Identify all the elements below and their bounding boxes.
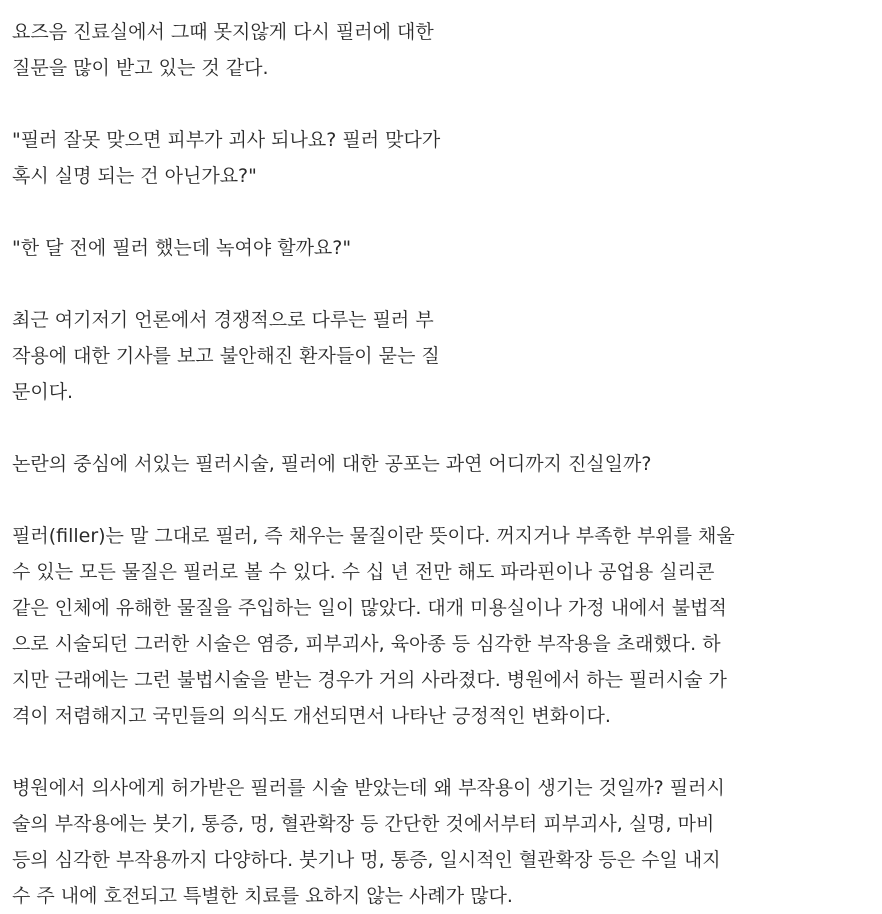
text-line: 질문을 많이 받고 있는 것 같다. — [12, 57, 269, 79]
text-line: 수 있는 모든 물질은 필러로 볼 수 있다. 수 십 년 전만 해도 파라핀이나 공업용 실리콘 — [12, 561, 715, 583]
text-line: "한 달 전에 필러 했는데 녹여야 할까요?" — [12, 237, 352, 259]
text-line: 병원에서 의사에게 허가받은 필러를 시술 받았는데 왜 부작용이 생기는 것일까? 필러시 — [12, 777, 725, 799]
text-line: 으로 시술되던 그러한 시술은 염증, 피부괴사, 육아종 등 심각한 부작용을 초래했다. 하 — [12, 633, 721, 655]
paragraph-side-effects — [12, 770, 872, 914]
paragraph-spacer — [12, 194, 872, 230]
text-line: 작용에 대한 기사를 보고 불안해진 환자들이 묻는 질 — [12, 345, 440, 367]
paragraph-spacer — [12, 410, 872, 446]
text-line: 최근 여기저기 언론에서 경쟁적으로 다루는 필러 부 — [12, 309, 434, 331]
paragraph-recent — [12, 302, 872, 410]
paragraph-spacer — [12, 266, 872, 302]
paragraph-question — [12, 446, 872, 482]
text-line: 필러(filler)는 말 그대로 필러, 즉 채우는 물질이란 뜻이다. 꺼지거나 부족한 부위를 채울 — [12, 525, 735, 547]
text-line: 혹시 실명 되는 건 아닌가요?" — [12, 165, 257, 187]
text-line: 술의 부작용에는 붓기, 통증, 멍, 혈관확장 등 간단한 것에서부터 피부괴사, 실명, 마비 — [12, 813, 715, 835]
paragraph-quote-2 — [12, 230, 872, 266]
paragraph-spacer — [12, 482, 872, 518]
text-line: 지만 근래에는 그런 불법시술을 받는 경우가 거의 사라졌다. 병원에서 하는 필러시술 가 — [12, 669, 727, 691]
paragraph-spacer — [12, 734, 872, 770]
text-line: 격이 저렴해지고 국민들의 의식도 개선되면서 나타난 긍정적인 변화이다. — [12, 705, 611, 727]
text-line: 논란의 중심에 서있는 필러시술, 필러에 대한 공포는 과연 어디까지 진실일까? — [12, 453, 652, 475]
paragraph-spacer — [12, 86, 872, 122]
text-line: "필러 잘못 맞으면 피부가 괴사 되나요? 필러 맞다가 — [12, 129, 441, 151]
paragraph-filler-definition — [12, 518, 872, 734]
text-line: 같은 인체에 유해한 물질을 주입하는 일이 많았다. 대개 미용실이나 가정 내에서 불법적 — [12, 597, 727, 619]
paragraph-quote-1 — [12, 122, 872, 194]
text-line: 문이다. — [12, 381, 74, 403]
paragraph-intro — [12, 14, 872, 86]
text-line: 수 주 내에 호전되고 특별한 치료를 요하지 않는 사례가 많다. — [12, 885, 513, 907]
text-line: 등의 심각한 부작용까지 다양하다. 붓기나 멍, 통증, 일시적인 혈관확장 등은 수일 내지 — [12, 849, 721, 871]
text-line: 요즈음 진료실에서 그때 못지않게 다시 필러에 대한 — [12, 21, 434, 43]
article-body — [12, 14, 872, 914]
